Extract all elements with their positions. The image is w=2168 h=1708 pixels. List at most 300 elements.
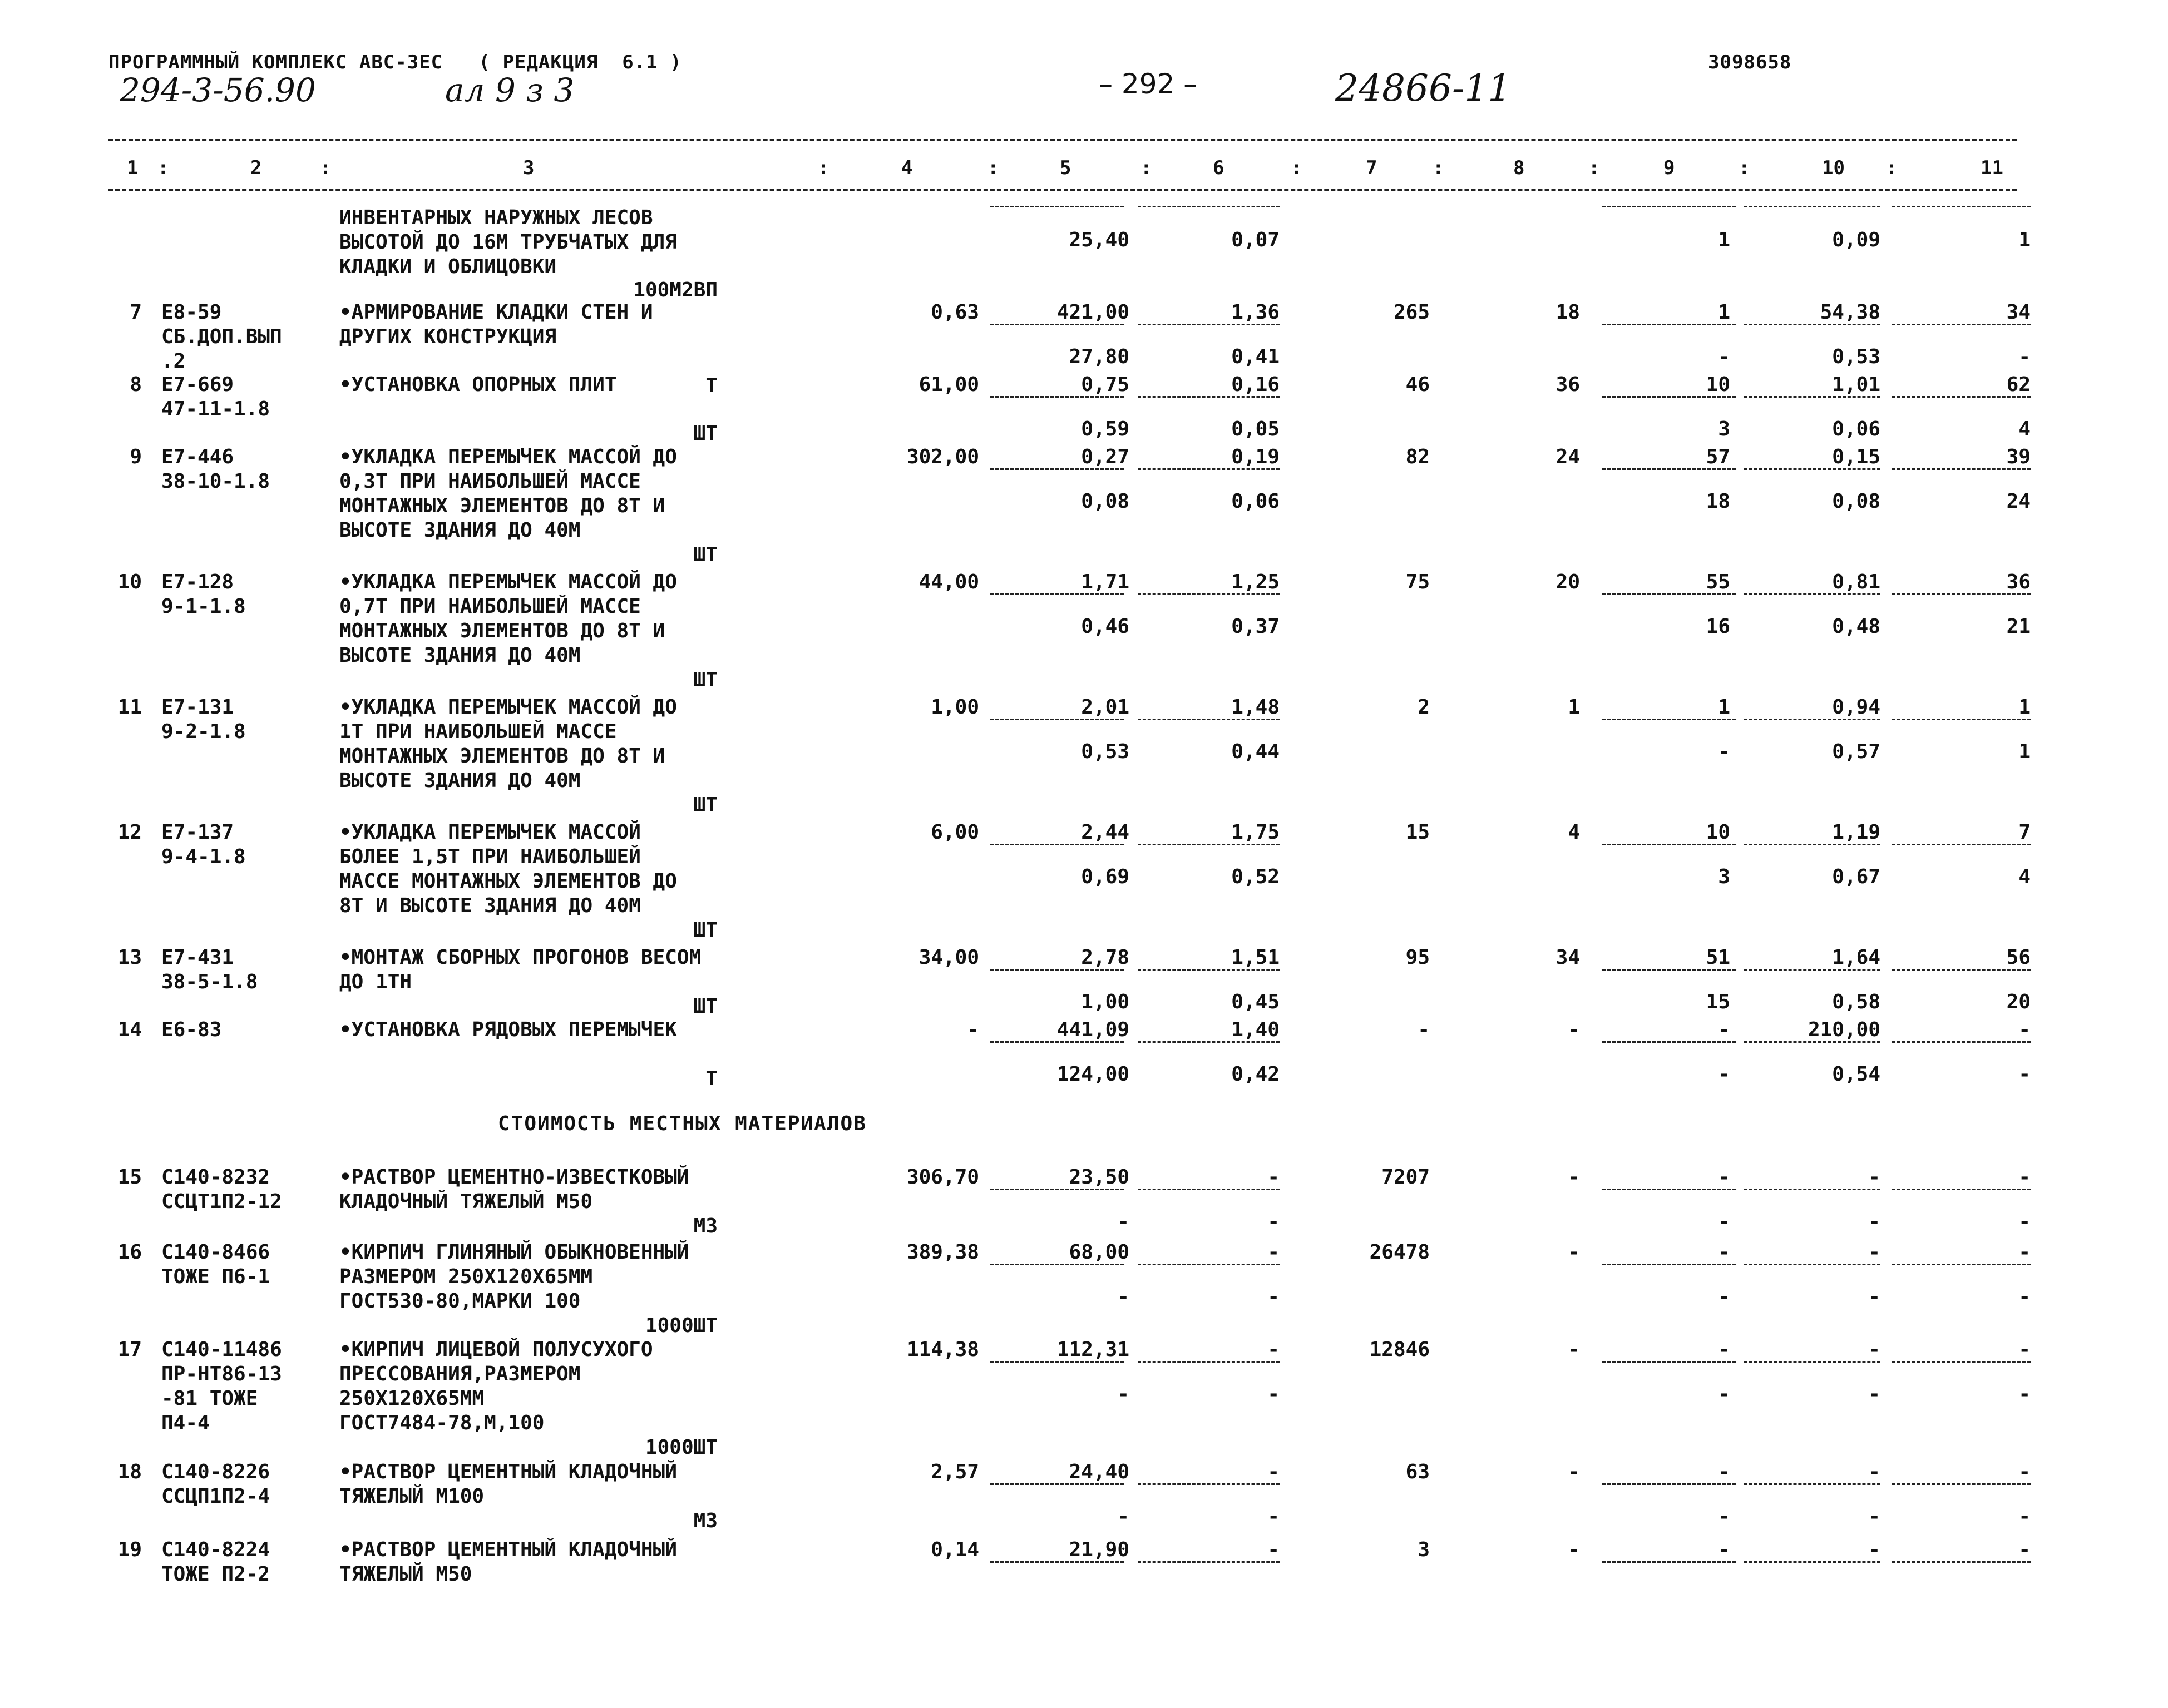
unit-cost-value: 2,44 xyxy=(1081,821,1129,844)
quantity-value: 114,38 xyxy=(906,1338,979,1361)
machine-cost-value: 0,08 xyxy=(1081,490,1129,513)
document-code: 3098658 xyxy=(1708,51,1792,73)
row-description: •РАСТВОР ЦЕМЕНТНЫЙ КЛАДОЧНЫЙ xyxy=(339,1461,677,1483)
cell-divider xyxy=(1138,969,1280,971)
row-description: МОНТАЖНЫХ ЭЛЕМЕНТОВ ДО 8Т И xyxy=(339,745,665,768)
cell-divider xyxy=(1602,206,1736,207)
total-wage-value: 20 xyxy=(1555,571,1580,593)
cell-divider xyxy=(1602,1483,1736,1485)
machine-wage-value: 0,52 xyxy=(1231,865,1280,888)
row-description: 250Х120Х65ММ xyxy=(339,1387,485,1410)
cell-divider xyxy=(1892,1264,2031,1265)
machine-cost-value: 124,00 xyxy=(1056,1063,1129,1086)
machine-cost-value: 0,69 xyxy=(1081,865,1129,888)
quantity-value: 306,70 xyxy=(906,1166,979,1189)
col11-value: 7 xyxy=(2018,821,2031,844)
row-code: С140-8466 xyxy=(161,1241,270,1264)
wage-value: 1,40 xyxy=(1231,1018,1280,1041)
row-description: ГОСТ530-80,МАРКИ 100 xyxy=(339,1290,581,1313)
row-unit: М3 xyxy=(693,1215,718,1237)
col10-sub-value: 0,53 xyxy=(1832,345,1880,368)
cell-divider xyxy=(990,719,1124,720)
column-number: 8 xyxy=(1513,157,1525,179)
row-unit: ШТ xyxy=(693,422,718,445)
row-unit: ШТ xyxy=(693,794,718,816)
column-number: 5 xyxy=(1060,157,1071,179)
col9-sub-value: - xyxy=(1718,1210,1730,1233)
col10-value: 0,94 xyxy=(1832,696,1880,719)
cell-divider xyxy=(1744,324,1880,325)
col9-sub-value: - xyxy=(1718,1285,1730,1308)
total-wage-value: 36 xyxy=(1555,373,1580,396)
col10-value: 1,64 xyxy=(1832,946,1880,969)
cell-divider xyxy=(1602,969,1736,971)
machine-wage-value: - xyxy=(1267,1210,1280,1233)
unit-cost-value: 0,75 xyxy=(1081,373,1129,396)
col9-value: 57 xyxy=(1706,445,1730,468)
cell-divider xyxy=(1744,468,1880,470)
quantity-value: 389,38 xyxy=(906,1241,979,1264)
row-description: МОНТАЖНЫХ ЭЛЕМЕНТОВ ДО 8Т И xyxy=(339,494,665,517)
album-ref: ал 9 з 3 xyxy=(445,71,575,109)
unit-cost-value: 421,00 xyxy=(1056,301,1129,324)
cell-divider xyxy=(1138,396,1280,398)
machine-wage-value: 0,41 xyxy=(1231,345,1280,368)
row-description: ВЫСОТОЙ ДО 16М ТРУБЧАТЫХ ДЛЯ xyxy=(339,231,677,254)
col11-value: 39 xyxy=(2006,445,2031,468)
row-unit: 1000ШТ xyxy=(645,1436,718,1459)
wage-value: 1,48 xyxy=(1231,696,1280,719)
row-code: 38-10-1.8 xyxy=(161,470,270,493)
cell-divider xyxy=(1602,468,1736,470)
row-description: •УСТАНОВКА РЯДОВЫХ ПЕРЕМЫЧЕК xyxy=(339,1018,677,1041)
total-wage-value: - xyxy=(1568,1538,1580,1561)
row-number: 11 xyxy=(117,696,142,719)
machine-wage-value: 0,44 xyxy=(1231,740,1280,763)
machine-cost-value: 0,59 xyxy=(1081,418,1129,440)
row-number: 10 xyxy=(117,571,142,593)
cell-divider xyxy=(1892,844,2031,845)
column-separator: : xyxy=(1140,157,1152,179)
cell-divider xyxy=(1892,396,2031,398)
row-number: 9 xyxy=(130,445,142,468)
cell-divider xyxy=(990,1483,1124,1485)
cell-divider xyxy=(1602,593,1736,595)
column-separator: : xyxy=(1433,157,1444,179)
total-cost-value: 15 xyxy=(1405,821,1430,844)
quantity-value: 1,00 xyxy=(931,696,979,719)
row-number: 12 xyxy=(117,821,142,844)
row-unit: ШТ xyxy=(693,995,718,1018)
cell-divider xyxy=(1892,1189,2031,1190)
col11-sub-value: 1 xyxy=(2018,229,2031,251)
total-cost-value: 7207 xyxy=(1381,1166,1430,1189)
row-code: ТОЖЕ П6-1 xyxy=(161,1265,270,1288)
column-number: 4 xyxy=(901,157,913,179)
total-wage-value: - xyxy=(1568,1338,1580,1361)
unit-cost-value: 441,09 xyxy=(1056,1018,1129,1041)
cell-divider xyxy=(1892,206,2031,207)
quantity-value: 0,63 xyxy=(931,301,979,324)
col9-sub-value: 18 xyxy=(1706,490,1730,513)
cell-divider xyxy=(1744,1483,1880,1485)
row-description: •УКЛАДКА ПЕРЕМЫЧЕК МАССОЙ ДО xyxy=(339,571,677,593)
row-description: МОНТАЖНЫХ ЭЛЕМЕНТОВ ДО 8Т И xyxy=(339,620,665,642)
total-cost-value: 3 xyxy=(1418,1538,1430,1561)
row-description: •КИРПИЧ ГЛИНЯНЫЙ ОБЫКНОВЕННЫЙ xyxy=(339,1241,689,1264)
wage-value: 0,19 xyxy=(1231,445,1280,468)
cell-divider xyxy=(1138,719,1280,720)
col10-value: 1,19 xyxy=(1832,821,1880,844)
row-description: ТЯЖЕЛЫЙ М50 xyxy=(339,1563,472,1586)
row-code: П4-4 xyxy=(161,1412,210,1434)
machine-cost-value: 0,53 xyxy=(1081,740,1129,763)
row-unit: ШТ xyxy=(693,669,718,691)
row-description: 1Т ПРИ НАИБОЛЬШЕЙ МАССЕ xyxy=(339,720,617,743)
col10-sub-value: - xyxy=(1868,1210,1880,1233)
row-code: 38-5-1.8 xyxy=(161,971,258,993)
total-cost-value: - xyxy=(1418,1018,1430,1041)
cell-divider xyxy=(1892,468,2031,470)
row-code: Е7-669 xyxy=(161,373,234,396)
row-number: 17 xyxy=(117,1338,142,1361)
wage-value: 1,25 xyxy=(1231,571,1280,593)
row-description: •АРМИРОВАНИЕ КЛАДКИ СТЕН И xyxy=(339,301,653,324)
total-wage-value: 4 xyxy=(1568,821,1580,844)
total-cost-value: 63 xyxy=(1405,1461,1430,1483)
wage-value: - xyxy=(1267,1166,1280,1189)
col11-sub-value: 21 xyxy=(2006,615,2031,638)
col9-value: 55 xyxy=(1706,571,1730,593)
row-code: ССЦП1П2-4 xyxy=(161,1485,270,1508)
col11-value: 34 xyxy=(2006,301,2031,324)
col11-value: - xyxy=(2018,1241,2031,1264)
col9-value: - xyxy=(1718,1338,1730,1361)
col9-value: - xyxy=(1718,1538,1730,1561)
quantity-value: 2,57 xyxy=(931,1461,979,1483)
row-description: •МОНТАЖ СБОРНЫХ ПРОГОНОВ ВЕСОМ xyxy=(339,946,702,969)
machine-wage-value: 0,05 xyxy=(1231,418,1280,440)
col9-sub-value: 1 xyxy=(1718,229,1730,251)
unit-cost-value: 2,01 xyxy=(1081,696,1129,719)
col10-sub-value: 0,48 xyxy=(1832,615,1880,638)
cell-divider xyxy=(1892,1361,2031,1363)
cell-divider xyxy=(1138,1361,1280,1363)
row-description: ПРЕССОВАНИЯ,РАЗМЕРОМ xyxy=(339,1363,581,1385)
row-description: •УСТАНОВКА ОПОРНЫХ ПЛИТ xyxy=(339,373,617,396)
total-cost-value: 75 xyxy=(1405,571,1430,593)
row-number: 14 xyxy=(117,1018,142,1041)
col10-value: - xyxy=(1868,1241,1880,1264)
cell-divider xyxy=(1138,593,1280,595)
col10-sub-value: 0,54 xyxy=(1832,1063,1880,1086)
col11-value: - xyxy=(2018,1166,2031,1189)
total-wage-value: 1 xyxy=(1568,696,1580,719)
column-number: 3 xyxy=(523,157,535,179)
col10-sub-value: 0,58 xyxy=(1832,991,1880,1013)
column-separator: : xyxy=(320,157,332,179)
col9-value: 10 xyxy=(1706,821,1730,844)
cell-divider xyxy=(1892,1041,2031,1043)
wage-value: 1,36 xyxy=(1231,301,1280,324)
row-description: КЛАДОЧНЫЙ ТЯЖЕЛЫЙ М50 xyxy=(339,1190,593,1213)
machine-cost-value: 0,46 xyxy=(1081,615,1129,638)
unit-cost-value: 24,40 xyxy=(1069,1461,1129,1483)
col9-sub-value: 15 xyxy=(1706,991,1730,1013)
row-code: 9-1-1.8 xyxy=(161,595,246,618)
row-code: ПР-НТ86-13 xyxy=(161,1363,282,1385)
wage-value: - xyxy=(1267,1461,1280,1483)
wage-value: - xyxy=(1267,1241,1280,1264)
cell-divider xyxy=(1744,719,1880,720)
cell-divider xyxy=(1744,1041,1880,1043)
col9-value: 1 xyxy=(1718,696,1730,719)
cell-divider xyxy=(990,844,1124,845)
col9-sub-value: - xyxy=(1718,345,1730,368)
col11-value: 62 xyxy=(2006,373,2031,396)
cell-divider xyxy=(1744,1264,1880,1265)
wage-value: 1,51 xyxy=(1231,946,1280,969)
total-wage-value: 24 xyxy=(1555,445,1580,468)
col9-value: - xyxy=(1718,1166,1730,1189)
unit-cost-value: 68,00 xyxy=(1069,1241,1129,1264)
row-code: С140-8232 xyxy=(161,1166,270,1189)
cell-divider xyxy=(1138,1264,1280,1265)
col10-value: - xyxy=(1868,1461,1880,1483)
col10-value: 1,01 xyxy=(1832,373,1880,396)
col10-sub-value: 0,09 xyxy=(1832,229,1880,251)
row-description: •КИРПИЧ ЛИЦЕВОЙ ПОЛУСУХОГО xyxy=(339,1338,653,1361)
cell-divider xyxy=(1892,1483,2031,1485)
cell-divider xyxy=(1138,206,1280,207)
cell-divider xyxy=(1602,1041,1736,1043)
col9-sub-value: 3 xyxy=(1718,418,1730,440)
machine-cost-value: 27,80 xyxy=(1069,345,1129,368)
cell-divider xyxy=(1602,1189,1736,1190)
quantity-value: 44,00 xyxy=(918,571,979,593)
cell-divider xyxy=(990,1041,1124,1043)
row-description: ВЫСОТЕ ЗДАНИЯ ДО 40М xyxy=(339,769,581,792)
col10-value: 0,15 xyxy=(1832,445,1880,468)
machine-wage-value: 0,37 xyxy=(1231,615,1280,638)
col11-value: - xyxy=(2018,1018,2031,1041)
row-number: 13 xyxy=(117,946,142,969)
total-cost-value: 95 xyxy=(1405,946,1430,969)
row-code: Е8-59 xyxy=(161,301,222,324)
row-description: •УКЛАДКА ПЕРЕМЫЧЕК МАССОЙ ДО xyxy=(339,445,677,468)
cell-divider xyxy=(1138,468,1280,470)
cell-divider xyxy=(1744,396,1880,398)
cell-divider xyxy=(990,1361,1124,1363)
row-code: -81 ТОЖЕ xyxy=(161,1387,258,1410)
row-code: Е7-137 xyxy=(161,821,234,844)
cell-divider xyxy=(1138,1561,1280,1563)
row-unit: Т xyxy=(705,374,718,397)
unit-cost-value: 1,71 xyxy=(1081,571,1129,593)
row-code: ССЦТ1П2-12 xyxy=(161,1190,282,1213)
row-description: 0,7Т ПРИ НАИБОЛЬШЕЙ МАССЕ xyxy=(339,595,641,618)
col9-value: - xyxy=(1718,1018,1730,1041)
cell-divider xyxy=(1602,396,1736,398)
col11-sub-value: - xyxy=(2018,1210,2031,1233)
total-cost-value: 26478 xyxy=(1369,1241,1430,1264)
row-description: РАЗМЕРОМ 250Х120Х65ММ xyxy=(339,1265,593,1288)
row-code: .2 xyxy=(161,350,186,373)
quantity-value: 0,14 xyxy=(931,1538,979,1561)
row-unit: 1000ШТ xyxy=(645,1314,718,1337)
machine-wage-value: 0,06 xyxy=(1231,490,1280,513)
cell-divider xyxy=(1744,1189,1880,1190)
machine-cost-value: - xyxy=(1117,1285,1129,1308)
col11-sub-value: - xyxy=(2018,1285,2031,1308)
cell-divider xyxy=(1744,1561,1880,1563)
col9-value: - xyxy=(1718,1461,1730,1483)
row-unit: М3 xyxy=(693,1509,718,1532)
col11-value: - xyxy=(2018,1461,2031,1483)
col10-value: 54,38 xyxy=(1820,301,1880,324)
cell-divider xyxy=(990,324,1124,325)
row-unit: ШТ xyxy=(693,543,718,566)
col11-value: - xyxy=(2018,1538,2031,1561)
row-description: •УКЛАДКА ПЕРЕМЫЧЕК МАССОЙ ДО xyxy=(339,696,677,719)
row-number: 15 xyxy=(117,1166,142,1189)
page-number: – 292 – xyxy=(1099,68,1198,100)
cell-divider xyxy=(1602,844,1736,845)
cell-divider xyxy=(1892,719,2031,720)
total-wage-value: 18 xyxy=(1555,301,1580,324)
total-wage-value: - xyxy=(1568,1461,1580,1483)
row-code: Е6-83 xyxy=(161,1018,222,1041)
row-description: МАССЕ МОНТАЖНЫХ ЭЛЕМЕНТОВ ДО xyxy=(339,870,677,893)
unit-cost-value: 2,78 xyxy=(1081,946,1129,969)
row-description: ВЫСОТЕ ЗДАНИЯ ДО 40М xyxy=(339,519,581,542)
total-cost-value: 46 xyxy=(1405,373,1430,396)
col11-sub-value: 24 xyxy=(2006,490,2031,513)
cell-divider xyxy=(1744,969,1880,971)
machine-cost-value: 1,00 xyxy=(1081,991,1129,1013)
cell-divider xyxy=(1602,1361,1736,1363)
row-description: ВЫСОТЕ ЗДАНИЯ ДО 40М xyxy=(339,644,581,667)
machine-wage-value: 0,45 xyxy=(1231,991,1280,1013)
machine-cost-value: - xyxy=(1117,1383,1129,1405)
col10-sub-value: - xyxy=(1868,1383,1880,1405)
machine-cost-value: - xyxy=(1117,1210,1129,1233)
col11-sub-value: 1 xyxy=(2018,740,2031,763)
cell-divider xyxy=(1138,1483,1280,1485)
col10-value: - xyxy=(1868,1538,1880,1561)
row-description: •РАСТВОР ЦЕМЕНТНЫЙ КЛАДОЧНЫЙ xyxy=(339,1538,677,1561)
row-code: Е7-431 xyxy=(161,946,234,969)
col11-value: - xyxy=(2018,1338,2031,1361)
column-separator: : xyxy=(1886,157,1898,179)
col11-value: 56 xyxy=(2006,946,2031,969)
wage-value: 0,16 xyxy=(1231,373,1280,396)
col9-value: 10 xyxy=(1706,373,1730,396)
cell-divider xyxy=(990,1264,1124,1265)
total-cost-value: 2 xyxy=(1418,696,1430,719)
col10-value: 210,00 xyxy=(1808,1018,1880,1041)
col9-sub-value: 16 xyxy=(1706,615,1730,638)
row-description: ДРУГИХ КОНСТРУКЦИЯ xyxy=(339,325,557,348)
cell-divider xyxy=(990,206,1124,207)
column-number: 1 xyxy=(127,157,139,179)
total-cost-value: 12846 xyxy=(1369,1338,1430,1361)
column-number: 2 xyxy=(250,157,262,179)
row-code: 9-2-1.8 xyxy=(161,720,246,743)
row-code: 9-4-1.8 xyxy=(161,845,246,868)
section-title: СТОИМОСТЬ МЕСТНЫХ МАТЕРИАЛОВ xyxy=(498,1112,867,1135)
column-separator: : xyxy=(1739,157,1750,179)
col11-sub-value: 4 xyxy=(2018,418,2031,440)
col9-sub-value: - xyxy=(1718,1063,1730,1086)
machine-wage-value: - xyxy=(1267,1383,1280,1405)
column-separator: : xyxy=(987,157,999,179)
cell-divider xyxy=(1892,324,2031,325)
row-code: Е7-131 xyxy=(161,696,234,719)
machine-wage-value: - xyxy=(1267,1285,1280,1308)
column-number: 7 xyxy=(1366,157,1377,179)
total-wage-value: 34 xyxy=(1555,946,1580,969)
cell-divider xyxy=(990,1561,1124,1563)
unit-cost-value: 0,27 xyxy=(1081,445,1129,468)
row-description: 0,3Т ПРИ НАИБОЛЬШЕЙ МАССЕ xyxy=(339,470,641,493)
cell-divider xyxy=(1892,1561,2031,1563)
col9-value: 1 xyxy=(1718,301,1730,324)
row-code: СБ.ДОП.ВЫП xyxy=(161,325,282,348)
col10-value: - xyxy=(1868,1166,1880,1189)
total-cost-value: 82 xyxy=(1405,445,1430,468)
cell-divider xyxy=(1602,1561,1736,1563)
column-number: 10 xyxy=(1822,157,1845,179)
wage-value: - xyxy=(1267,1538,1280,1561)
col11-value: 36 xyxy=(2006,571,2031,593)
row-unit: ШТ xyxy=(693,919,718,942)
row-description: ИНВЕНТАРНЫХ НАРУЖНЫХ ЛЕСОВ xyxy=(339,206,653,229)
column-number: 9 xyxy=(1663,157,1675,179)
total-cost-value: 265 xyxy=(1393,301,1430,324)
col9-sub-value: 3 xyxy=(1718,865,1730,888)
quantity-value: - xyxy=(967,1018,979,1041)
cell-divider xyxy=(990,969,1124,971)
machine-cost-value: 25,40 xyxy=(1069,229,1129,251)
row-code: Е7-446 xyxy=(161,445,234,468)
unit-cost-value: 21,90 xyxy=(1069,1538,1129,1561)
column-separator: : xyxy=(157,157,169,179)
quantity-value: 61,00 xyxy=(918,373,979,396)
row-number: 7 xyxy=(130,301,142,324)
col10-sub-value: - xyxy=(1868,1285,1880,1308)
col10-sub-value: 0,57 xyxy=(1832,740,1880,763)
row-code: С140-11486 xyxy=(161,1338,282,1361)
wage-value: 1,75 xyxy=(1231,821,1280,844)
col10-value: 0,81 xyxy=(1832,571,1880,593)
cell-divider xyxy=(1892,969,2031,971)
cell-divider xyxy=(1744,1361,1880,1363)
program-header: ПРОГРАММНЫЙ КОМПЛЕКС АВС-ЗЕС ( РЕДАКЦИЯ 6.1 ) xyxy=(108,51,682,73)
machine-wage-value: 0,07 xyxy=(1231,229,1280,251)
cell-divider xyxy=(1138,1041,1280,1043)
total-wage-value: - xyxy=(1568,1018,1580,1041)
cell-divider xyxy=(1892,593,2031,595)
row-description: КЛАДКИ И ОБЛИЦОВКИ xyxy=(339,255,557,278)
cell-divider xyxy=(1744,593,1880,595)
cell-divider xyxy=(1744,206,1880,207)
col11-sub-value: 4 xyxy=(2018,865,2031,888)
machine-wage-value: - xyxy=(1267,1505,1280,1528)
col10-sub-value: 0,67 xyxy=(1832,865,1880,888)
row-number: 8 xyxy=(130,373,142,396)
row-number: 18 xyxy=(117,1461,142,1483)
